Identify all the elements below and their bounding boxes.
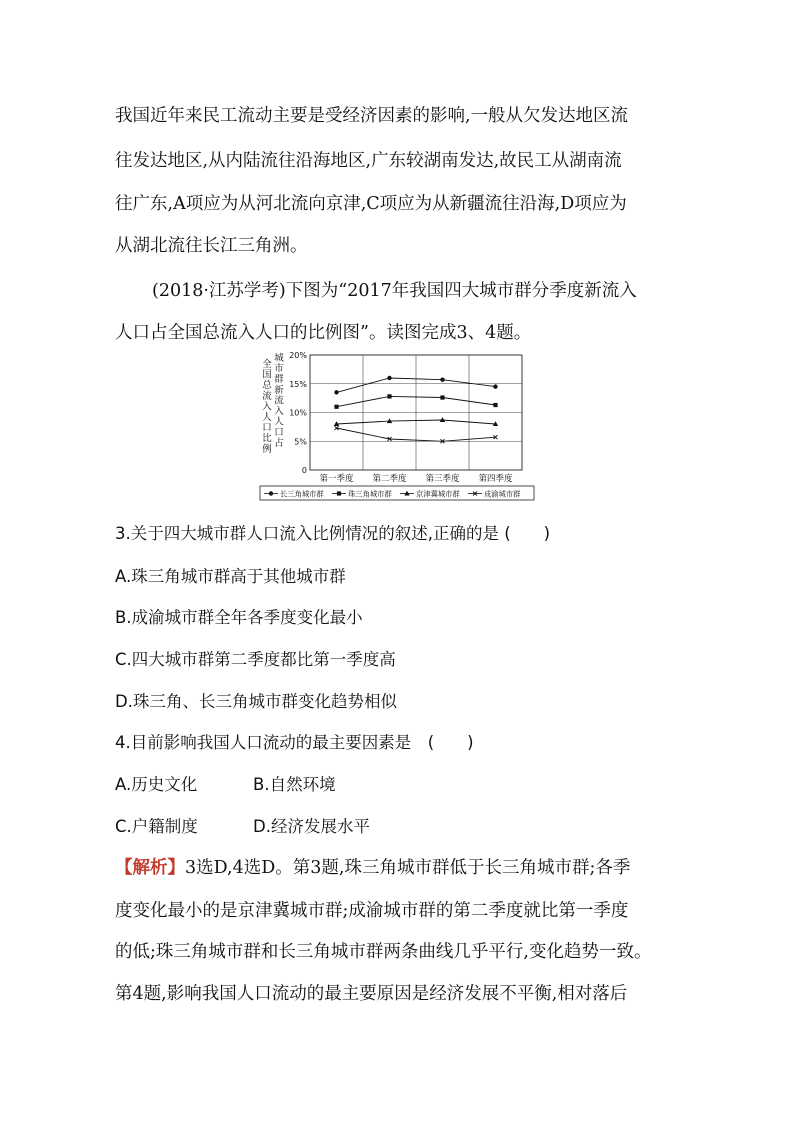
y-tick-label: 0 xyxy=(301,466,307,475)
x-tick-label: 第四季度 xyxy=(478,474,513,484)
y-axis-label-char: 比 xyxy=(262,433,272,445)
y-tick-label: 10% xyxy=(289,408,307,418)
analysis-line: 的低;珠三角城市群和长三角城市群两条曲线几乎平行,变化趋势一致。 xyxy=(115,942,652,962)
y-axis-label-char: 入 xyxy=(274,406,284,417)
data-point xyxy=(440,395,444,399)
question-4-option-b: B.自然环境 xyxy=(253,775,336,794)
analysis-tag: 【解析】 xyxy=(115,858,185,878)
y-axis-label-char: 国 xyxy=(262,369,272,381)
paragraph-line: 往广东,A项应为从河北流向京津,C项应为从新疆流往沿海,D项应为 xyxy=(115,194,627,214)
analysis-text: 3选D,4选D。第3题,珠三角城市群低于长三角城市群;各季 xyxy=(185,858,631,878)
data-point xyxy=(269,491,273,495)
legend-label: 珠三角城市群 xyxy=(348,489,392,499)
question-4-option-c: C.户籍制度 xyxy=(115,817,198,836)
intro-line: (2018·江苏学考)下图为“2017年我国四大城市群分季度新流入 xyxy=(152,281,637,301)
question-3-stem: 3.关于四大城市群人口流入比例情况的叙述,正确的是 ( ) xyxy=(115,524,551,543)
y-axis-label-char: 全 xyxy=(262,359,272,370)
y-axis-label-char: 口 xyxy=(262,422,272,434)
data-point xyxy=(493,384,497,388)
y-axis-label-char: 占 xyxy=(274,437,284,449)
question-4-stem: 4.目前影响我国人口流动的最主要因素是 ( ) xyxy=(115,733,474,752)
data-point xyxy=(334,405,338,409)
question-3-option-d: D.珠三角、长三角城市群变化趋势相似 xyxy=(115,692,397,711)
data-point xyxy=(337,491,341,495)
data-point xyxy=(334,390,338,394)
y-axis-label-char: 例 xyxy=(262,443,272,455)
analysis-line: 度变化最小的是京津冀城市群;成渝城市群的第二季度就比第一季度 xyxy=(115,901,629,921)
y-axis-label-char: 人 xyxy=(274,416,284,428)
data-point xyxy=(387,376,391,380)
y-axis-label-char: 城 xyxy=(274,353,284,364)
question-3-option-c: C.四大城市群第二季度都比第一季度高 xyxy=(115,650,396,669)
y-tick-label: 15% xyxy=(289,379,307,389)
y-axis-label-char: 群 xyxy=(274,374,284,386)
paragraph-line: 我国近年来民工流动主要是受经济因素的影响,一般从欠发达地区流 xyxy=(115,106,629,126)
y-tick-label: 5% xyxy=(294,437,307,447)
y-axis-label-char: 口 xyxy=(274,427,284,439)
y-axis-label-char: 总 xyxy=(262,380,272,392)
y-axis-label-char: 市 xyxy=(274,363,284,375)
data-point xyxy=(387,394,391,398)
paragraph-line: 从湖北流往长江三角洲。 xyxy=(115,236,308,256)
analysis-line: 第4题,影响我国人口流动的最主要原因是经济发展不平衡,相对落后 xyxy=(115,984,628,1004)
data-point xyxy=(440,417,445,422)
line-chart xyxy=(256,350,538,502)
y-axis-label-char: 新 xyxy=(274,384,284,396)
data-point xyxy=(493,403,497,407)
question-3-option-b: B.成渝城市群全年各季度变化最小 xyxy=(115,608,363,627)
x-tick-label: 第一季度 xyxy=(319,474,354,484)
y-tick-label: 20% xyxy=(289,351,307,360)
y-axis-label-char: 流 xyxy=(274,395,284,407)
question-4-option-a: A.历史文化 xyxy=(115,775,198,794)
analysis-line xyxy=(115,856,630,880)
intro-line: 人口占全国总流入人口的比例图”。读图完成3、4题。 xyxy=(115,323,532,343)
legend-label: 长三角城市群 xyxy=(280,489,324,499)
line-chart-svg xyxy=(256,350,538,502)
data-point xyxy=(440,378,444,382)
x-tick-label: 第三季度 xyxy=(425,474,460,484)
y-axis-label-char: 人 xyxy=(262,412,272,423)
paragraph-line: 往发达地区,从内陆流往沿海地区,广东较湖南发达,故民工从湖南流 xyxy=(115,151,622,171)
legend-label: 成渝城市群 xyxy=(484,489,521,499)
y-axis-label-char: 流 xyxy=(262,390,272,402)
question-3-option-a: A.珠三角城市群高于其他城市群 xyxy=(115,567,346,586)
y-axis-label-char: 入 xyxy=(262,401,272,413)
question-4-option-d: D.经济发展水平 xyxy=(253,817,370,836)
x-tick-label: 第二季度 xyxy=(372,474,407,484)
legend-label: 京津冀城市群 xyxy=(416,489,460,499)
